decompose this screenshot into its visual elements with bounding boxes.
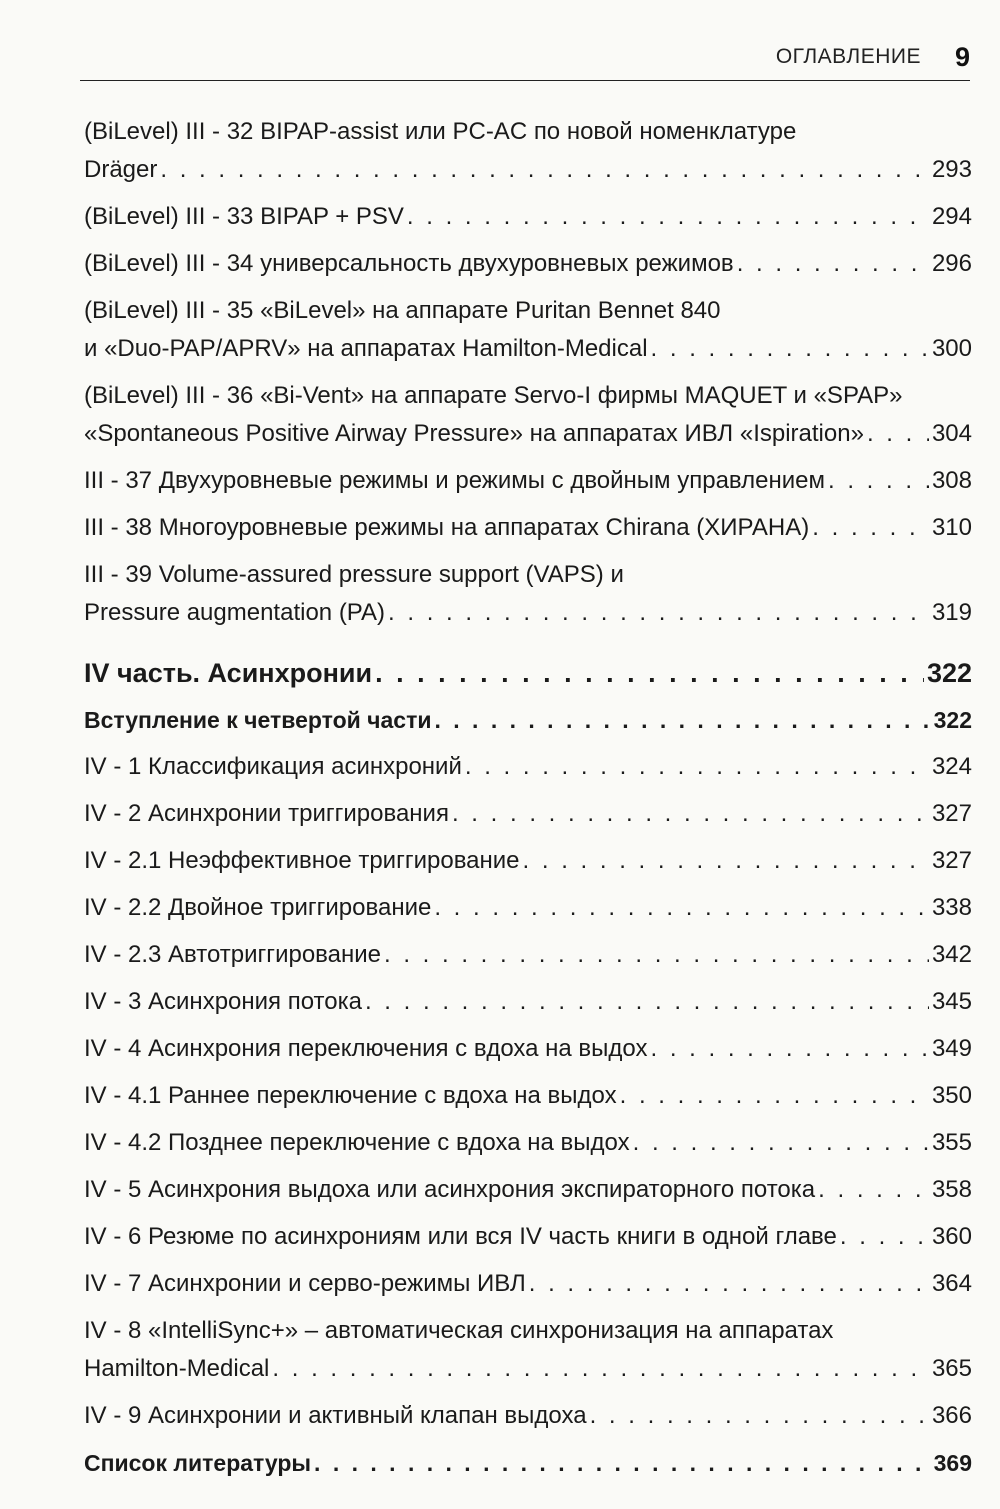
toc-entry-page: 366 xyxy=(931,1402,972,1429)
page-number: 9 xyxy=(954,41,970,72)
toc-entry-row xyxy=(84,198,972,236)
toc-entry-row xyxy=(84,1265,972,1303)
toc-entry xyxy=(84,748,972,786)
toc-entry-row xyxy=(84,983,972,1021)
toc-entry-row xyxy=(84,594,972,632)
toc-entry-page: 355 xyxy=(931,1129,972,1156)
dot-leader xyxy=(651,330,929,368)
dot-leader xyxy=(620,1077,929,1115)
toc-entry-row xyxy=(84,330,972,368)
dot-leader xyxy=(651,1030,929,1068)
toc-entry-row xyxy=(84,748,972,786)
toc-entry-row xyxy=(84,1124,972,1162)
dot-leader xyxy=(590,1397,929,1435)
toc-entry xyxy=(84,936,972,974)
toc-entry-row xyxy=(84,889,972,927)
toc-entry-page: 308 xyxy=(931,467,972,494)
toc-entry-title: III - 37 Двухуровневые режимы и режимы с двойным управлением xyxy=(84,467,825,494)
toc-entry-page: 360 xyxy=(931,1223,972,1250)
toc-entry-title-line: (BiLevel) III - 32 BIPAP-assist или PC-AC по новой номенклатуре xyxy=(84,118,797,145)
toc-entry xyxy=(84,1218,972,1256)
toc-entry-page: 319 xyxy=(931,599,972,626)
dot-leader xyxy=(867,415,929,453)
toc-entry-row xyxy=(84,151,972,189)
toc-entry-title: IV часть. Асинхронии xyxy=(84,658,373,688)
toc-entry-title: Hamilton-Medical xyxy=(84,1355,270,1382)
toc-entry-title: IV - 2 Асинхронии триггирования xyxy=(84,800,449,827)
toc-entry-title: IV - 5 Асинхрония выдоха или асинхрония экспираторного потока xyxy=(84,1176,816,1203)
dot-leader xyxy=(160,151,929,189)
toc-entry-row xyxy=(84,1171,972,1209)
page-header xyxy=(80,34,970,81)
dot-leader xyxy=(818,1171,929,1209)
toc-entry-page: 342 xyxy=(931,941,972,968)
dot-leader xyxy=(314,1444,931,1482)
toc-entry xyxy=(84,654,972,692)
toc-entry-row xyxy=(84,245,972,283)
toc-entry xyxy=(84,889,972,927)
toc-entry-title: Pressure augmentation (PA) xyxy=(84,599,386,626)
dot-leader xyxy=(452,795,929,833)
toc-entry xyxy=(84,509,972,547)
toc-entry-row xyxy=(84,509,972,547)
toc-entry-title: IV - 3 Асинхрония потока xyxy=(84,988,362,1015)
toc-entry-row xyxy=(84,701,972,739)
toc-entry-title: IV - 9 Асинхронии и активный клапан выдоха xyxy=(84,1402,587,1429)
toc-entry-page: 364 xyxy=(931,1270,972,1297)
toc-entry-row xyxy=(84,1444,972,1482)
dot-leader xyxy=(840,1218,929,1256)
toc-entry-title: IV - 7 Асинхронии и серво-режимы ИВЛ xyxy=(84,1270,526,1297)
dot-leader xyxy=(523,842,929,880)
dot-leader xyxy=(465,748,929,786)
toc-entry xyxy=(84,377,972,453)
toc-entry-row xyxy=(84,1030,972,1068)
toc-entry xyxy=(84,292,972,368)
toc-entry xyxy=(84,1030,972,1068)
dot-leader xyxy=(272,1350,929,1388)
toc-entry-title-line: IV - 8 «IntelliSync+» – автоматическая синхронизация на аппаратах xyxy=(84,1317,834,1344)
toc-entry xyxy=(84,462,972,500)
toc-entry xyxy=(84,795,972,833)
toc-entry xyxy=(84,556,972,632)
toc-entry-row xyxy=(84,462,972,500)
toc-entry xyxy=(84,983,972,1021)
toc-entry-page: 350 xyxy=(931,1082,972,1109)
toc-entry-title: (BiLevel) III - 33 BIPAP + PSV xyxy=(84,203,404,230)
toc-entry-page: 327 xyxy=(931,847,972,874)
dot-leader xyxy=(435,701,931,739)
toc-entry-title-line: III - 39 Volume-assured pressure support (VAPS) и xyxy=(84,561,624,588)
toc-entry-title: Список литературы xyxy=(84,1450,312,1476)
dot-leader xyxy=(365,983,929,1021)
toc-entry-title-line: (BiLevel) III - 36 «Bi-Vent» на аппарате Servo-I фирмы MAQUET и «SPAP» xyxy=(84,382,903,409)
toc-entry-title: «Spontaneous Positive Airway Pressure» на аппаратах ИВЛ «Ispiration» xyxy=(84,420,864,447)
toc-entry-title: (BiLevel) III - 34 универсальность двухуровневых режимов xyxy=(84,250,734,277)
dot-leader xyxy=(828,462,929,500)
toc-entry-page: 345 xyxy=(931,988,972,1015)
toc-entry xyxy=(84,198,972,236)
toc-entry-row xyxy=(84,1077,972,1115)
toc-entry xyxy=(84,701,972,739)
toc-entry-page: 327 xyxy=(931,800,972,827)
toc-entry-page: 293 xyxy=(931,156,972,183)
toc-entry-row xyxy=(84,1218,972,1256)
dot-leader xyxy=(384,936,929,974)
dot-leader xyxy=(375,654,924,692)
toc-entry-row xyxy=(84,415,972,453)
toc-entry xyxy=(84,113,972,189)
toc-entry-page: 358 xyxy=(931,1176,972,1203)
toc-entry-row xyxy=(84,936,972,974)
toc-entry xyxy=(84,1312,972,1388)
table-of-contents xyxy=(84,113,972,1491)
dot-leader xyxy=(388,594,929,632)
toc-entry-row xyxy=(84,842,972,880)
toc-entry-title: и «Duo-PAP/APRV» на аппаратах Hamilton-Medical xyxy=(84,335,648,362)
dot-leader xyxy=(737,245,929,283)
toc-entry-row xyxy=(84,795,972,833)
toc-entry-page: 324 xyxy=(931,753,972,780)
toc-entry-page: 304 xyxy=(931,420,972,447)
toc-entry xyxy=(84,1265,972,1303)
dot-leader xyxy=(434,889,929,927)
toc-entry-title: IV - 4.1 Раннее переключение с вдоха на выдох xyxy=(84,1082,617,1109)
toc-entry-title: IV - 2.2 Двойное триггирование xyxy=(84,894,432,921)
dot-leader xyxy=(633,1124,929,1162)
toc-entry-page: 322 xyxy=(933,707,972,733)
toc-entry-title: Dräger xyxy=(84,156,158,183)
toc-entry-title: IV - 2.3 Автотриггирование xyxy=(84,941,381,968)
toc-entry-title-line: (BiLevel) III - 35 «BiLevel» на аппарате Puritan Bennet 840 xyxy=(84,297,721,324)
toc-entry-title: IV - 4 Асинхрония переключения с вдоха на выдох xyxy=(84,1035,648,1062)
toc-entry xyxy=(84,842,972,880)
toc-entry-page: 294 xyxy=(931,203,972,230)
toc-entry-page: 365 xyxy=(931,1355,972,1382)
toc-entry-row xyxy=(84,1350,972,1388)
toc-entry-page: 338 xyxy=(931,894,972,921)
toc-entry-page: 349 xyxy=(931,1035,972,1062)
dot-leader xyxy=(812,509,929,547)
toc-entry-page: 296 xyxy=(931,250,972,277)
toc-entry-title: IV - 2.1 Неэффективное триггирование xyxy=(84,847,520,874)
toc-entry xyxy=(84,1171,972,1209)
toc-entry-title: IV - 4.2 Позднее переключение с вдоха на выдох xyxy=(84,1129,630,1156)
toc-entry xyxy=(84,1124,972,1162)
toc-entry-title: III - 38 Многоуровневые режимы на аппаратах Chirana (ХИРАНА) xyxy=(84,514,810,541)
toc-entry-title: IV - 6 Резюме по асинхрониям или вся IV часть книги в одной главе xyxy=(84,1223,837,1250)
toc-entry xyxy=(84,1444,972,1482)
toc-entry-page: 322 xyxy=(926,658,972,688)
dot-leader xyxy=(529,1265,929,1303)
toc-entry xyxy=(84,1077,972,1115)
toc-entry-page: 369 xyxy=(933,1450,972,1476)
toc-entry-title: Вступление к четвертой части xyxy=(84,707,432,733)
toc-entry-page: 300 xyxy=(931,335,972,362)
toc-entry-row xyxy=(84,1397,972,1435)
section-title: ОГЛАВЛЕНИЕ xyxy=(775,45,921,68)
toc-entry-title: IV - 1 Классификация асинхроний xyxy=(84,753,462,780)
toc-entry-page: 310 xyxy=(931,514,972,541)
dot-leader xyxy=(407,198,929,236)
toc-entry xyxy=(84,245,972,283)
toc-entry-row xyxy=(84,654,972,692)
toc-entry xyxy=(84,1397,972,1435)
